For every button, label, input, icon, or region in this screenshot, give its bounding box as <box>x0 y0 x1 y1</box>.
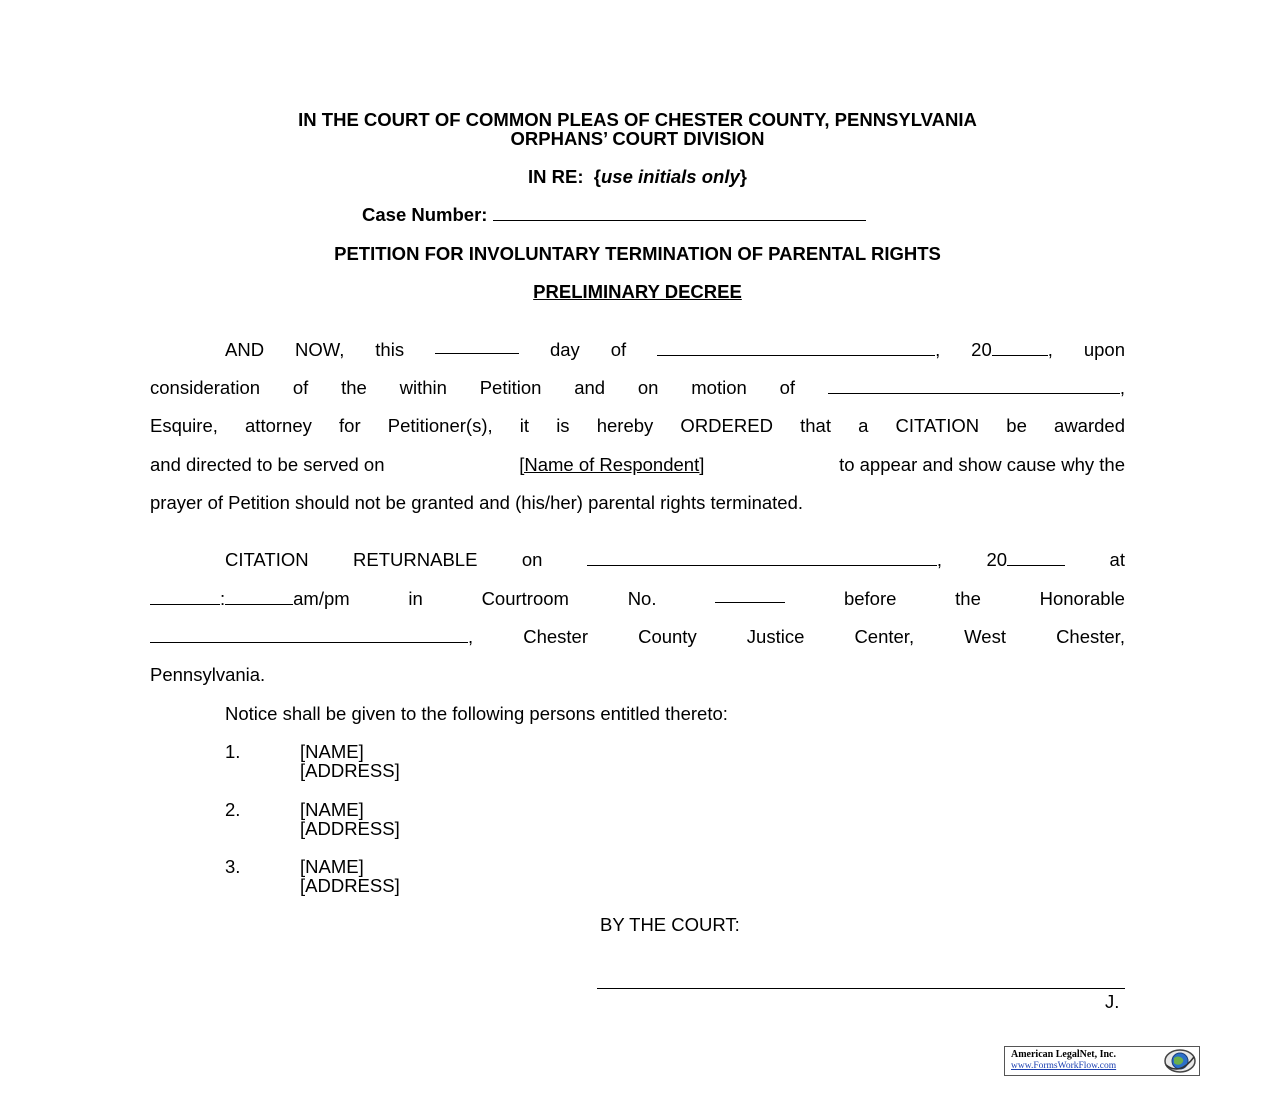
notice-item-name[interactable]: [NAME] <box>300 856 364 877</box>
year-prefix: 20 <box>971 339 992 360</box>
logo-url[interactable]: www.FormsWorkFlow.com <box>1011 1061 1117 1071</box>
petition-title: PETITION FOR INVOLUNTARY TERMINATION OF PARENTAL RIGHTS <box>334 243 941 264</box>
word: motion <box>691 377 747 398</box>
word: AND <box>225 339 265 360</box>
in-re-line <box>150 166 1125 188</box>
year-field[interactable] <box>992 341 1048 356</box>
return-date-field[interactable] <box>587 551 937 566</box>
decree-title-text: PRELIMINARY DECREE <box>533 281 742 302</box>
hour-field[interactable] <box>150 590 220 605</box>
word: day <box>549 339 580 360</box>
para1-line2: consideration of the within Petition and on motion of , <box>150 377 1125 398</box>
word: before <box>843 588 897 609</box>
in-re-close-brace: } <box>739 166 747 187</box>
word: within <box>399 377 447 398</box>
text: to appear and show cause why the <box>839 454 1125 475</box>
notice-item-address[interactable]: [ADDRESS] <box>300 760 400 781</box>
word: Chester <box>523 626 588 647</box>
para2-line1: CITATION RETURNABLE on , 20 at <box>225 549 1125 570</box>
courtroom-number-field[interactable] <box>715 588 785 603</box>
word: and <box>574 377 606 398</box>
word: of <box>779 377 796 398</box>
word: this <box>375 339 405 360</box>
word: RETURNABLE <box>353 549 478 570</box>
judge-name-field[interactable] <box>150 628 468 643</box>
text: and directed to be served on <box>150 454 385 475</box>
word: the <box>341 377 367 398</box>
return-year-field[interactable] <box>1007 551 1065 566</box>
judge-signature-line[interactable] <box>597 988 1125 989</box>
attorney-field[interactable] <box>828 379 1120 394</box>
word: upon <box>1083 339 1125 360</box>
para1-line3: Esquire, attorney for Petitioner(s), it is hereby ORDERED that a CITATION be awarded <box>150 415 1125 436</box>
word: Center, <box>854 626 915 647</box>
case-number-row <box>362 204 866 226</box>
notice-item-name[interactable]: [NAME] <box>300 799 364 820</box>
word: Courtroom <box>481 588 569 609</box>
para2-line4: Pennsylvania. <box>150 664 266 685</box>
year-prefix: 20 <box>986 549 1008 570</box>
word: NOW, <box>295 339 345 360</box>
ampm-text: am/pm <box>293 588 350 609</box>
word: Justice <box>746 626 805 647</box>
judge-suffix: J. <box>1105 991 1120 1012</box>
in-re-label: IN RE: <box>528 166 584 187</box>
word: CITATION <box>225 549 309 570</box>
in-re-value[interactable]: use initials only <box>600 166 740 187</box>
word: Honorable <box>1039 588 1125 609</box>
word: Petition <box>479 377 542 398</box>
globe-icon <box>1162 1048 1196 1074</box>
decree-title <box>150 281 1125 303</box>
respondent-name-placeholder[interactable]: [Name of Respondent] <box>519 454 705 475</box>
court-heading: IN THE COURT OF COMMON PLEAS OF CHESTER COUNTY, PENNSYLVANIA <box>298 109 977 130</box>
day-field[interactable] <box>435 339 519 354</box>
word: County <box>638 626 697 647</box>
notice-item-number: 3. <box>225 856 241 877</box>
word: in <box>408 588 423 609</box>
para1-line5: prayer of Petition should not be granted and (his/her) parental rights terminated. <box>150 492 804 513</box>
notice-item-number: 2. <box>225 799 241 820</box>
word: West <box>964 626 1006 647</box>
word: on <box>521 549 543 570</box>
division-heading: ORPHANS’ COURT DIVISION <box>510 128 765 149</box>
para1-line4 <box>150 454 1125 476</box>
word: No. <box>627 588 657 609</box>
word: of <box>610 339 627 360</box>
word: consideration <box>150 377 261 398</box>
case-number-label: Case Number: <box>362 204 488 225</box>
word: at <box>1109 549 1125 570</box>
word: on <box>637 377 659 398</box>
american-legalnet-logo[interactable] <box>1004 1046 1200 1076</box>
para1-line1: AND NOW, this day of , 20 , upon <box>225 339 1125 360</box>
notice-intro: Notice shall be given to the following persons entitled thereto: <box>225 703 728 724</box>
notice-item-name[interactable]: [NAME] <box>300 741 364 762</box>
para2-line2: : am/pm in Courtroom No. before the Honorable <box>150 588 1125 610</box>
logo-company: American LegalNet, Inc. <box>1011 1049 1116 1060</box>
in-re-open-brace: { <box>593 166 601 187</box>
notice-item-address[interactable]: [ADDRESS] <box>300 875 400 896</box>
para2-line3: , Chester County Justice Center, West Chester, <box>150 626 1125 648</box>
minute-field[interactable] <box>225 590 293 605</box>
word: Chester, <box>1056 626 1125 647</box>
month-field[interactable] <box>657 341 935 356</box>
word: of <box>292 377 309 398</box>
notice-item-number: 1. <box>225 741 241 762</box>
word: the <box>955 588 981 609</box>
by-the-court-label: BY THE COURT: <box>600 914 740 935</box>
case-number-field[interactable] <box>493 206 866 221</box>
notice-item-address[interactable]: [ADDRESS] <box>300 818 400 839</box>
